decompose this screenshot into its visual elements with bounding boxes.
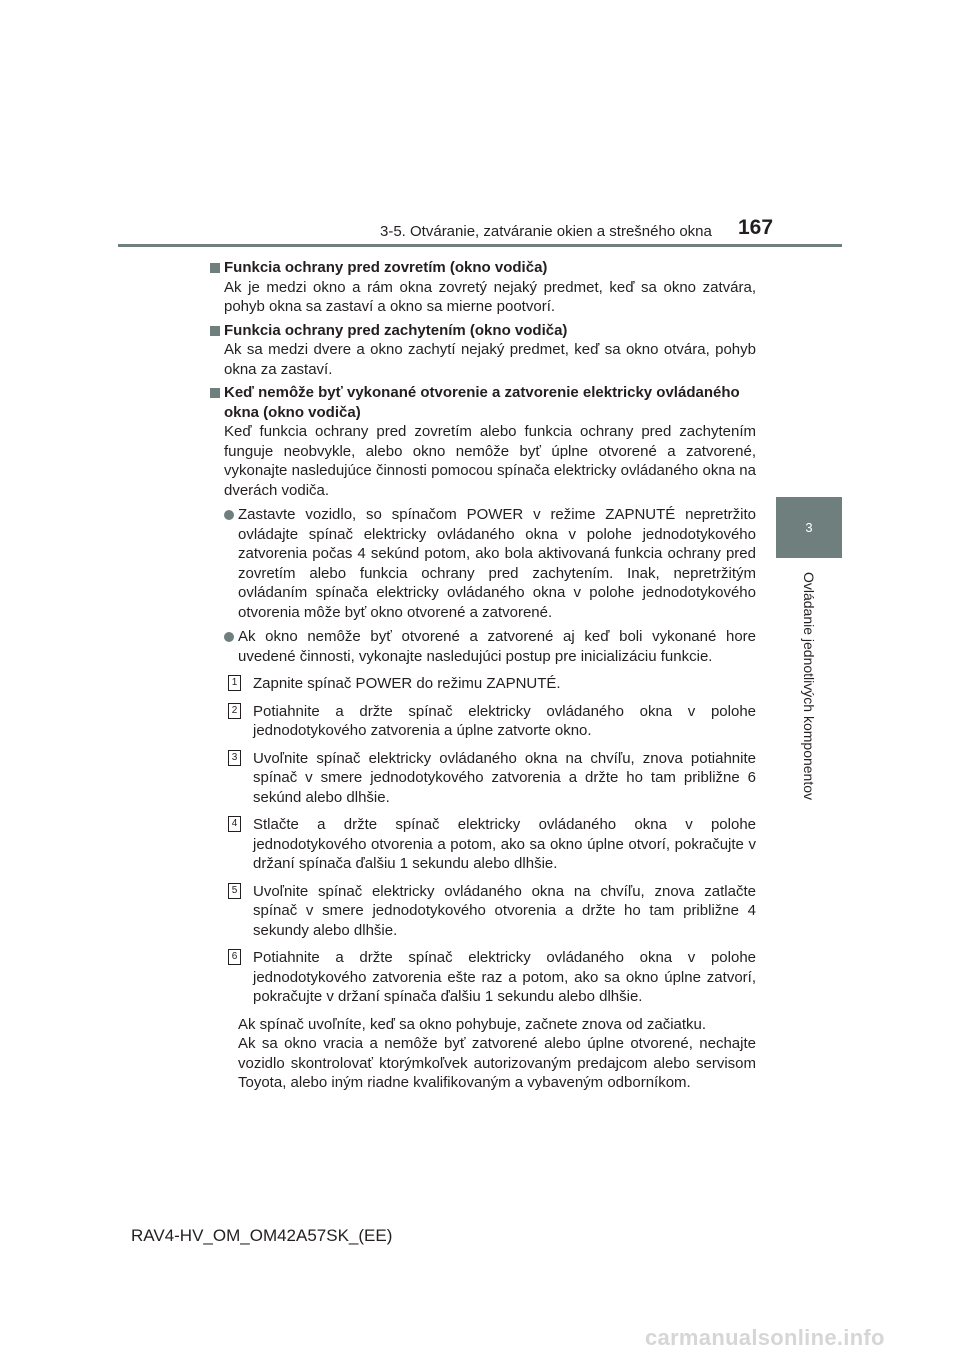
section-heading — [210, 258, 756, 278]
step-number: 1 — [228, 675, 241, 691]
step-text: Zapnite spínač POWER do režimu ZAPNUTÉ. — [253, 675, 561, 692]
step-text: Uvoľnite spínač elektricky ovládaného okna na chvíľu, znova potiahnite spínač v smere jednodotykového zatvorenia a držte ho tam približne 6 sekúnd alebo dlhšie. — [253, 749, 756, 806]
step-item — [210, 674, 756, 694]
chapter-tab-label: Ovládanie jednotlivých komponentov — [801, 571, 817, 801]
step-item — [210, 815, 756, 874]
round-bullet-icon — [224, 510, 234, 520]
bullet-text: Ak okno nemôže byť otvorené a zatvorené aj keď boli vykonané hore uvedené činnosti, vykonajte nasledujúci postup pre inicializáciu funkcie. — [238, 628, 756, 665]
step-item — [210, 882, 756, 941]
section-title: Keď nemôže byť vykonané otvorenie a zatvorenie elektricky ovládaného okna (okno vodiča) — [224, 384, 740, 421]
square-bullet-icon — [210, 326, 220, 336]
page-number: 167 — [738, 216, 774, 239]
section-header: 3-5. Otváranie, zatváranie okien a strešného okna — [380, 223, 712, 240]
step-number: 6 — [228, 949, 241, 965]
closing-note — [210, 1015, 756, 1093]
step-text: Potiahnite a držte spínač elektricky ovládaného okna v polohe jednodotykového zatvorenia a úplne zatvorte okno. — [253, 702, 756, 739]
step-number: 3 — [228, 750, 241, 766]
step-text: Stlačte a držte spínač elektricky ovládaného okna v polohe jednodotykového otvorenia a potom, ako sa okno úplne otvorí, pokračujte v držaní spínača ďalšiu 1 sekundu alebo dlhšie. — [253, 816, 756, 872]
step-number: 5 — [228, 883, 241, 899]
page-content — [210, 254, 756, 1093]
watermark: carmanualsonline.info — [645, 1325, 885, 1350]
header-divider — [118, 244, 842, 247]
step-number: 2 — [228, 703, 241, 719]
round-bullet-icon — [224, 632, 234, 642]
square-bullet-icon — [210, 388, 220, 398]
bullet-text: Zastavte vozidlo, so spínačom POWER v režime ZAPNUTÉ nepretržito ovládajte spínač elektricky ovládaného okna v polohe jednodotykového zatvorenia počas 4 sekúnd potom, ako bola aktivovaná funkcia ochrany pred zovretím alebo funkcia ochrany pred zachytením. Inak, nepretržitým ovládaním spínača elektricky ovládaného okna v polohe jednodotykového otvorenia môže byť okno otvorené a zatvorené. — [238, 506, 756, 621]
step-text: Potiahnite a držte spínač elektricky ovládaného okna v polohe jednodotykového zatvorenia ešte raz a potom, ako sa okno úplne zatvorí, pokračujte v držaní spínača ďalšiu 1 sekundu alebo dlhšie. — [253, 949, 756, 1005]
chapter-tab-number: 3 — [776, 497, 842, 558]
section-heading — [210, 321, 756, 341]
section-heading — [210, 383, 756, 422]
section-paragraph: Keď funkcia ochrany pred zovretím alebo funkcia ochrany pred zachytením funguje neobvykle, alebo okno nemôže byť úplne otvorené a zatvorené, vykonajte nasledujúce činnosti pomocou spínača elektricky ovládaného okna na dverách vodiča. — [224, 423, 756, 499]
step-item — [210, 702, 756, 741]
step-item — [210, 749, 756, 808]
square-bullet-icon — [210, 263, 220, 273]
step-item — [210, 948, 756, 1007]
closing-line: Ak spínač uvoľníte, keď sa okno pohybuje, začnete znova od začiatku. — [238, 1015, 707, 1033]
closing-line: Ak sa okno vracia a nemôže byť zatvorené alebo úplne otvorené, nechajte vozidlo skontrolovať ktorýmkoľvek autorizovaným predajcom alebo servisom Toyota, alebo iným riadne kvalifikovaným a vybaveným odborníkom. — [238, 1035, 756, 1091]
step-text: Uvoľnite spínač elektricky ovládaného okna na chvíľu, znova zatlačte spínač v smere jednodotykového otvorenia a držte ho tam približne 4 sekundy alebo dlhšie. — [253, 882, 756, 939]
bullet-item — [210, 627, 756, 666]
section-paragraph: Ak je medzi okno a rám okna zovretý nejaký predmet, keď sa okno zatvára, pohyb okna sa zastaví a okno sa mierne pootvorí. — [224, 278, 756, 315]
section-title: Funkcia ochrany pred zachytením (okno vodiča) — [224, 321, 568, 339]
section-title: Funkcia ochrany pred zovretím (okno vodiča) — [224, 259, 548, 276]
step-number: 4 — [228, 816, 241, 832]
section-paragraph: Ak sa medzi dvere a okno zachytí nejaký predmet, keď sa okno otvára, pohyb okna za zastaví. — [224, 341, 756, 378]
bullet-item — [210, 505, 756, 622]
document-code: RAV4-HV_OM_OM42A57SK_(EE) — [131, 1226, 393, 1245]
